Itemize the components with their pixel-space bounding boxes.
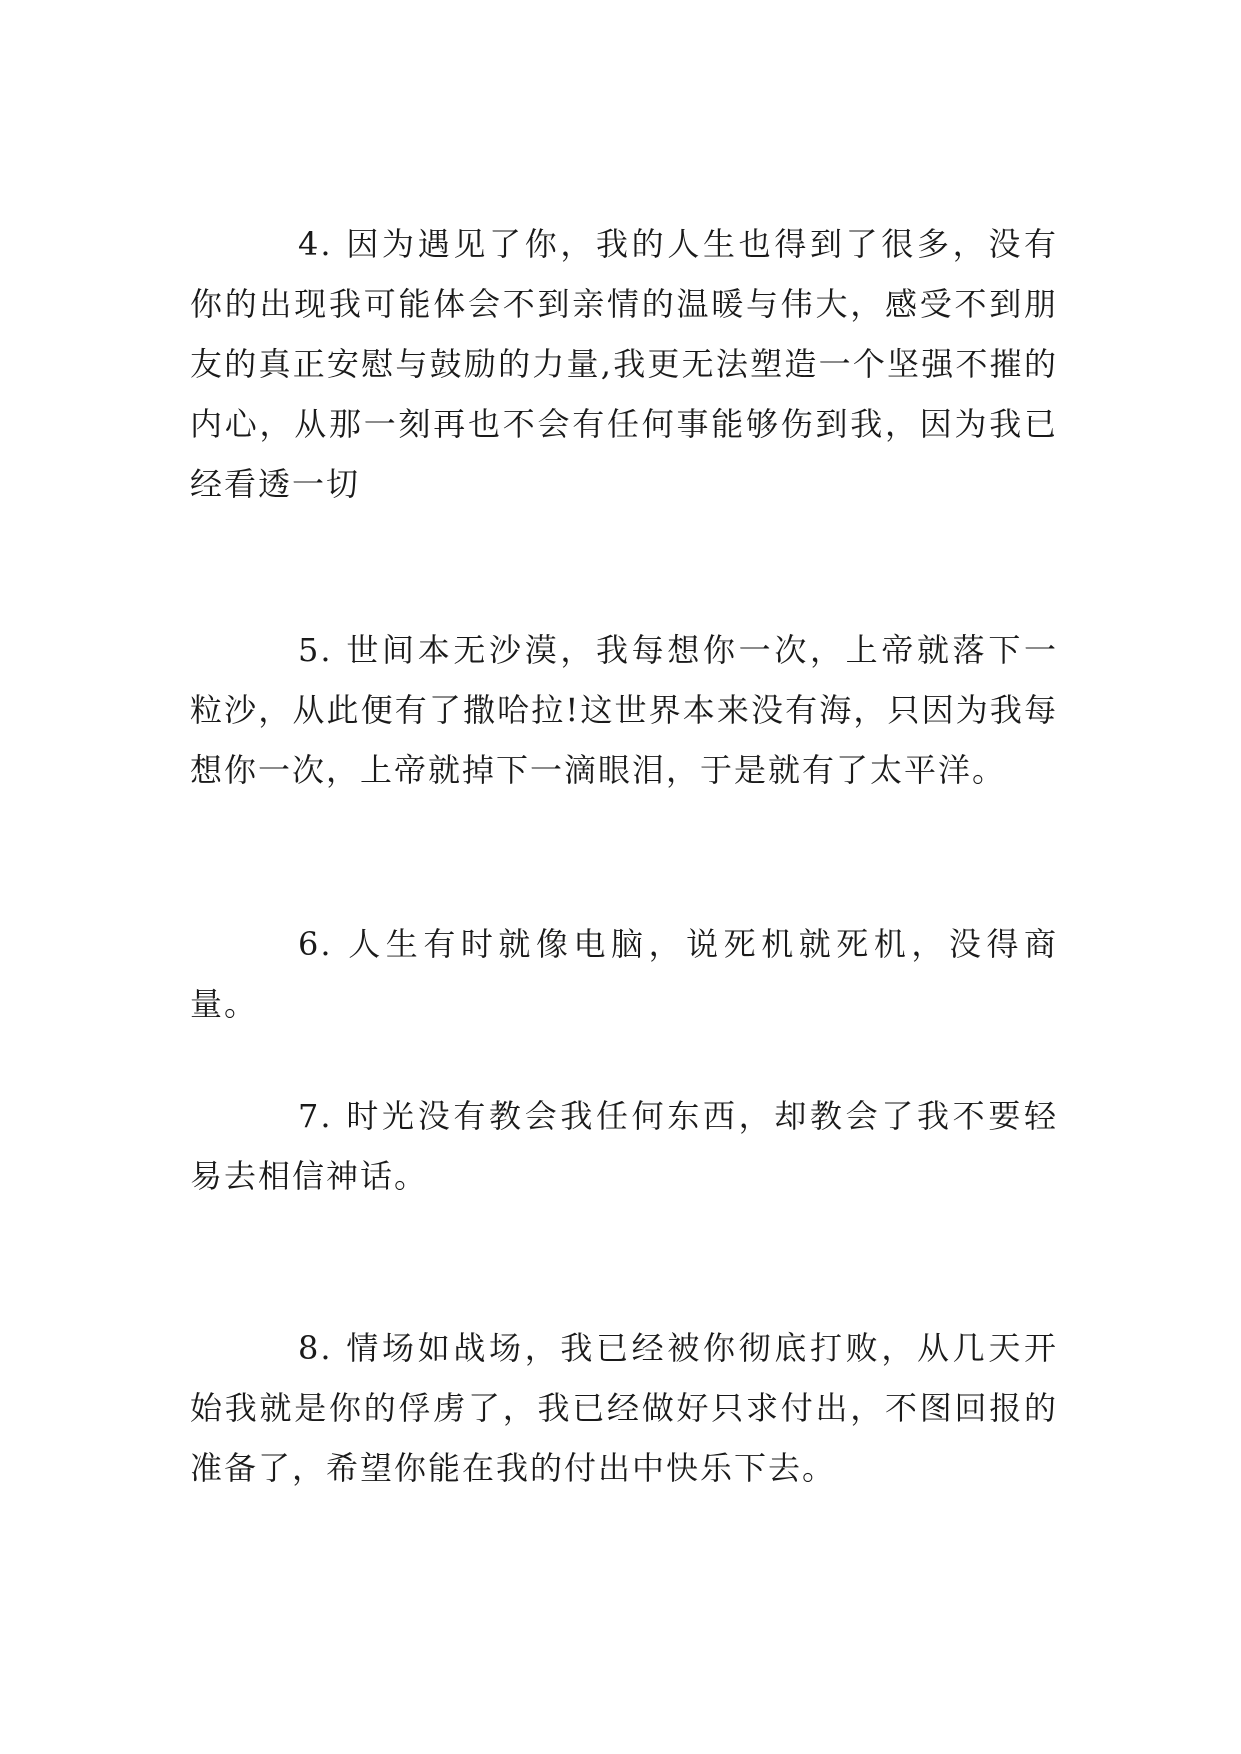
paragraph-8: 8. 情场如战场，我已经被你彻底打败，从几天开始我就是你的俘虏了，我已经做好只求付出，不图回报的准备了，希望你能在我的付出中快乐下去。: [190, 1329, 1058, 1487]
paragraph-7: 7. 时光没有教会我任何东西，却教会了我不要轻易去相信神话。: [190, 1097, 1058, 1195]
paragraph-6: 6. 人生有时就像电脑，说死机就死机，没得商量。: [190, 925, 1058, 1023]
paragraph-5: 5. 世间本无沙漠，我每想你一次，上帝就落下一粒沙，从此便有了撒哈拉!这世界本来没有海，只因为我每想你一次，上帝就掉下一滴眼泪，于是就有了太平洋。: [190, 631, 1058, 789]
paragraph-4: 4. 因为遇见了你，我的人生也得到了很多，没有你的出现我可能体会不到亲情的温暖与伟大，感受不到朋友的真正安慰与鼓励的力量,我更无法塑造一个坚强不摧的内心，从那一刻再也不会有任何事能够伤到我，因为我已经看透一切: [190, 225, 1058, 503]
